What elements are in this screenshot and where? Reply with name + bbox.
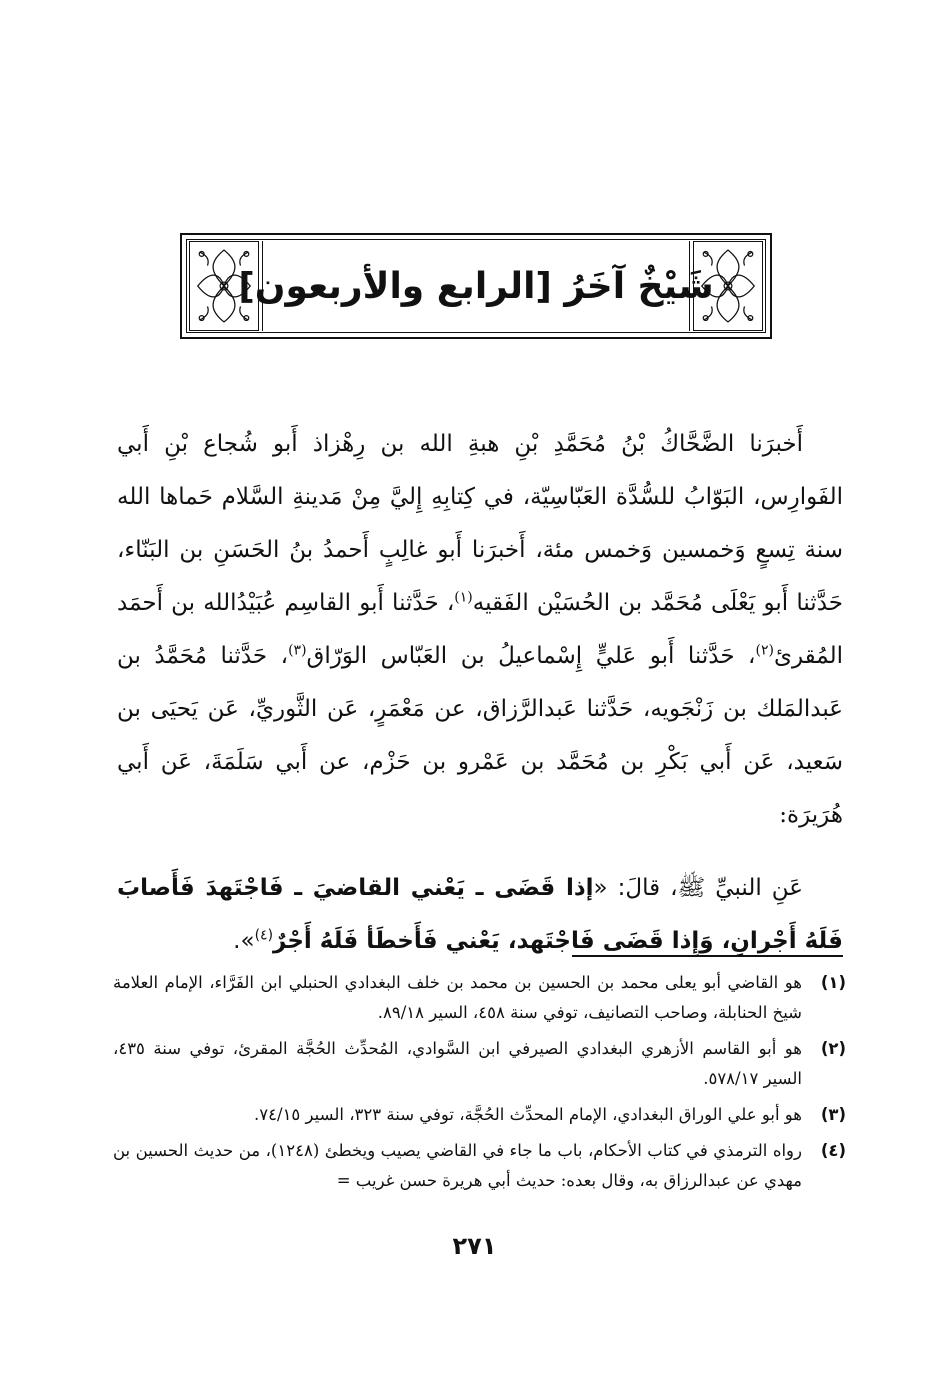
hadith-intro: عَنِ النبيِّ ﷺ، قالَ: « [593,875,803,901]
isnad-paragraph [117,418,843,842]
isnad-part-2: ، حَدَّثنا أَبو القاسِم عُبَيْدُالله بن أَحمَد المُقرئ [117,590,843,669]
ornament-left-icon [189,241,259,331]
isnad-part-4: ، حَدَّثنا مُحَمَّدُ بن عَبدالمَلك بن زَنْجَويه، حَدَّثنا عَبدالرَّزاق، عن مَعْمَرٍ، عَن الثَّوريِّ، عَن يَحيَى بن سَعيد، عَن أَبي بَكْرِ بن مُحَمَّد بن عَمْرو بن حَزْم، عن أَبي سَلَمَةَ، عَن أَبي هُرَيرَة: [117,643,843,828]
footnote-text: هو أبو القاسم الأزهري البغدادي الصيرفي ابن السَّوادي، المُحدِّث الحُجَّة المقرئ، توفي سنة ٤٣٥، السير ٥٧٨/١٧. [113,1039,802,1088]
isnad-part-1: أَخبرَنا الضَّحَّاكُ بْنُ مُحَمَّدِ بْنِ هبةِ الله بن رِهْزاذ أَبو شُجاع بْنِ أَبي الفَوارِس، البَوّابُ للسُّدَّة العَبّاسِيّة، في كِتابِهِ إِليَّ مِنْ مَدينةِ السَّلام حَماها الله سنة تِسعٍ وَخمسين وَخمس مئة، أَخبرَنا أَبو غالِبٍ أَحمدُ بنُ الحَسَنِ بن البَنّاء، حَدَّثنا أَبو يَعْلَى مُحَمَّد بن الحُسَيْن الفَقيه [117,431,844,616]
footnote-number: (١) [820,973,846,992]
hadith-close: ». [233,928,255,954]
chapter-title-frame [180,233,772,339]
hadith-paragraph [117,862,843,968]
isnad-part-3: ، حَدَّثنا أَبو عَليٍّ إِسْماعيلُ بن العَبّاس الوَرّاق [306,643,756,669]
page-number: ٢٧١ [452,1232,497,1260]
main-text [117,418,843,968]
title-box [238,241,714,331]
footnote-text: رواه الترمذي في كتاب الأحكام، باب ما جاء في القاضي يصيب ويخطئ (١٢٤٨)، من حديث الحسين بن مهدي عن عبدالرزاق به، وقال بعده: حديث أبي هريرة حسن غريب = [113,1141,802,1190]
footnote-ref-4[interactable]: (٤) [254,927,274,944]
chapter-title: شَيْخٌ آخَرُ [الرابع والأربعون] [238,265,714,307]
footnote-ref-2[interactable]: (٢) [755,642,774,659]
footnote-text: هو القاضي أبو يعلى محمد بن الحسين بن محمد بن خلف البغدادي الحنبلي ابن الفَرَّاء، الإمام العلامة شيخ الحنابلة، وصاحب التصانيف، توفي سنة ٤٥٨، السير ٨٩/١٨. [113,973,802,1022]
footnotes [113,968,846,1202]
footnote-text: هو أبو علي الوراق البغدادي، الإمام المحدِّث الحُجَّة، توفي سنة ٣٢٣، السير ٧٤/١٥. [254,1105,802,1124]
footnote-item [113,1034,846,1094]
footnote-ref-3[interactable]: (٣) [288,642,307,659]
footnote-number: (٣) [820,1105,846,1124]
hadith-text: إذا قَضَى ـ يَعْني القاضيَ ـ فَاجْتَهدَ فَأَصابَ فَلَهُ أَجْرانِ، وَإِذا قَضَى فَاجْتَهد، يَعْني فَأَخطَأ فَلَهُ أَجْرٌ [117,875,843,954]
footnote-item [113,1100,846,1130]
footnote-divider [572,955,843,957]
footnote-item [113,968,846,1028]
footnote-number: (٤) [820,1141,846,1160]
footnote-item [113,1136,846,1196]
footnote-number: (٢) [820,1039,846,1058]
footnote-ref-1[interactable]: (١) [454,589,473,606]
